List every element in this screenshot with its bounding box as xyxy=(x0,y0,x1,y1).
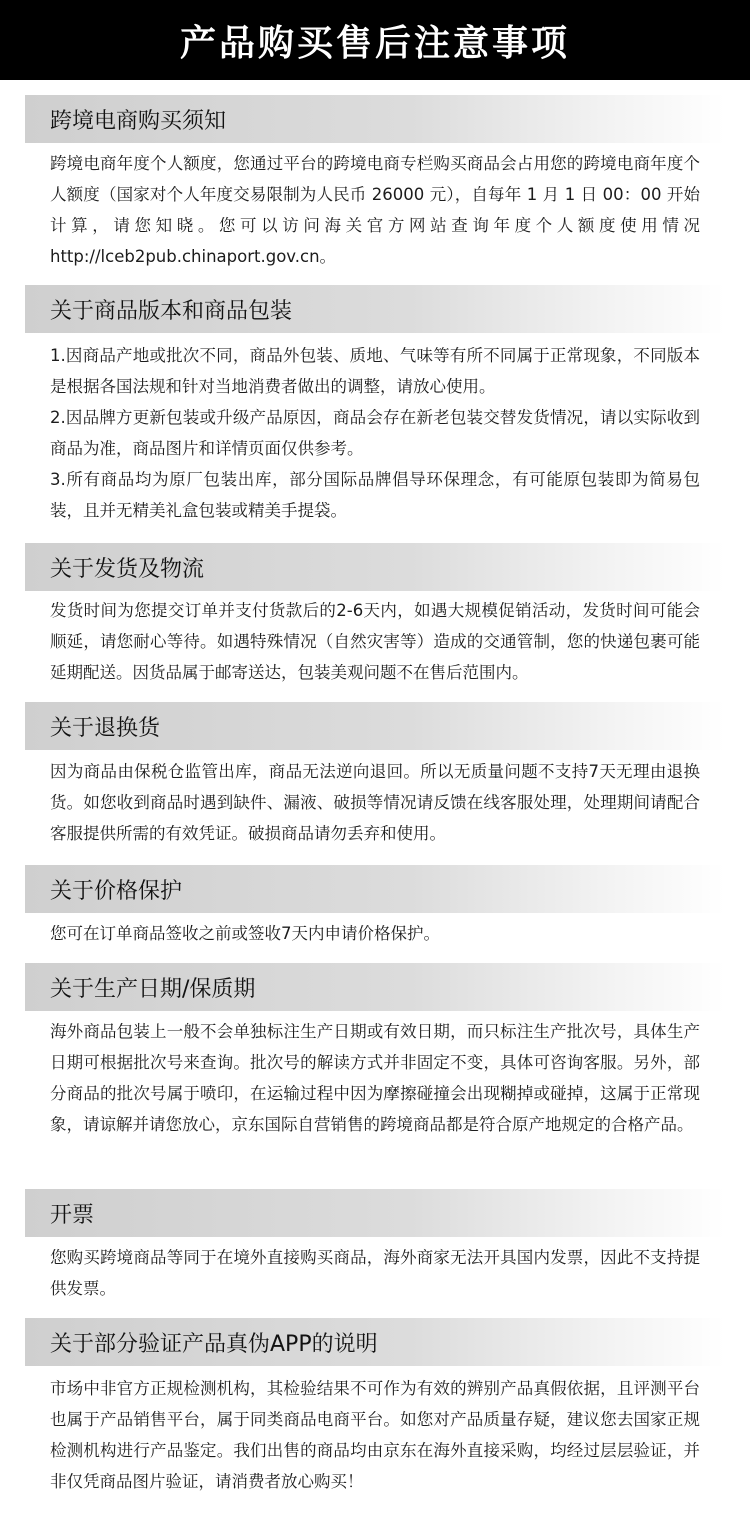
section-paragraph: 您购买跨境商品等同于在境外直接购买商品，海外商家无法开具国内发票，因此不支持提供发票。 xyxy=(50,1248,700,1298)
section-heading: 跨境电商购买须知 xyxy=(50,108,227,134)
section-header xyxy=(25,702,725,750)
section-paragraph: 1.因商品产地或批次不同，商品外包装、质地、气味等有所不同属于正常现象，不同版本是根据各国法规和针对当地消费者做出的调整，请放心使用。 xyxy=(50,346,700,396)
section-header xyxy=(25,285,725,333)
section-header xyxy=(25,865,725,913)
page-title: 产品购买售后注意事项 xyxy=(179,22,570,64)
section-header xyxy=(25,963,725,1011)
section-paragraph: 2.因品牌方更新包装或升级产品原因，商品会存在新老包装交替发货情况，请以实际收到商品为准，商品图片和详情页面仅供参考。 xyxy=(50,408,700,458)
section-header xyxy=(25,1189,725,1237)
section-heading: 关于生产日期/保质期 xyxy=(50,976,256,1002)
section-paragraph: 3.所有商品均为原厂包装出库，部分国际品牌倡导环保理念，有可能原包装即为简易包装，且并无精美礼盒包装或精美手提袋。 xyxy=(50,470,700,520)
section-header xyxy=(25,95,725,143)
section-heading: 关于发货及物流 xyxy=(50,556,205,582)
section-heading: 关于商品版本和商品包装 xyxy=(50,298,293,324)
section-heading: 关于退换货 xyxy=(50,715,161,741)
section-paragraph: 海外商品包装上一般不会单独标注生产日期或有效日期，而只标注生产批次号，具体生产日期可根据批次号来查询。批次号的解读方式并非固定不变，具体可咨询客服。另外，部分商品的批次号属于喷印，在运输过程中因为摩擦碰撞会出现糊掉或碰掉，这属于正常现象，请谅解并请您放心，京东国际自营销售的跨境商品都是符合原产地规定的合格产品。 xyxy=(50,1022,700,1134)
section-paragraph: 发货时间为您提交订单并支付货款后的2-6天内，如遇大规模促销活动，发货时间可能会顺延，请您耐心等待。如遇特殊情况（自然灾害等）造成的交通管制，您的快递包裹可能延期配送。因货品属于邮寄送达，包装美观问题不在售后范围内。 xyxy=(50,601,700,682)
section-body xyxy=(50,340,700,526)
section-header xyxy=(25,1318,725,1366)
section-heading: 开票 xyxy=(50,1202,95,1228)
section-body xyxy=(50,595,700,688)
section-body xyxy=(50,148,700,272)
title-bar xyxy=(0,0,750,80)
section-paragraph: 市场中非官方正规检测机构，其检验结果不可作为有效的辨别产品真假依据，且评测平台也属于产品销售平台，属于同类商品电商平台。如您对产品质量存疑，建议您去国家正规检测机构进行产品鉴定。我们出售的商品均由京东在海外直接采购，均经过层层验证，并非仅凭商品图片验证，请消费者放心购买！ xyxy=(50,1379,700,1491)
section-body xyxy=(50,1016,700,1140)
section-body xyxy=(50,1373,700,1497)
section-paragraph: 因为商品由保税仓监管出库，商品无法逆向退回。所以无质量问题不支持7天无理由退换货。如您收到商品时遇到缺件、漏液、破损等情况请反馈在线客服处理，处理期间请配合客服提供所需的有效凭证。破损商品请勿丢弃和使用。 xyxy=(50,762,700,843)
section-heading: 关于部分验证产品真伪APP的说明 xyxy=(50,1331,378,1357)
section-heading: 关于价格保护 xyxy=(50,878,183,904)
section-body xyxy=(50,1242,700,1304)
section-paragraph: 跨境电商年度个人额度，您通过平台的跨境电商专栏购买商品会占用您的跨境电商年度个人额度（国家对个人年度交易限制为人民币 26000 元），自每年 1 月 1 日 00：00 开始计算，请您知晓。您可以访问海关官方网站查询年度个人额度使用情况 http://lceb2pub.chinaport.gov.cn。 xyxy=(50,154,700,266)
section-paragraph: 您可在订单商品签收之前或签收7天内申请价格保护。 xyxy=(50,924,440,943)
section-header xyxy=(25,543,725,591)
section-body xyxy=(50,756,700,849)
section-body xyxy=(50,918,700,949)
